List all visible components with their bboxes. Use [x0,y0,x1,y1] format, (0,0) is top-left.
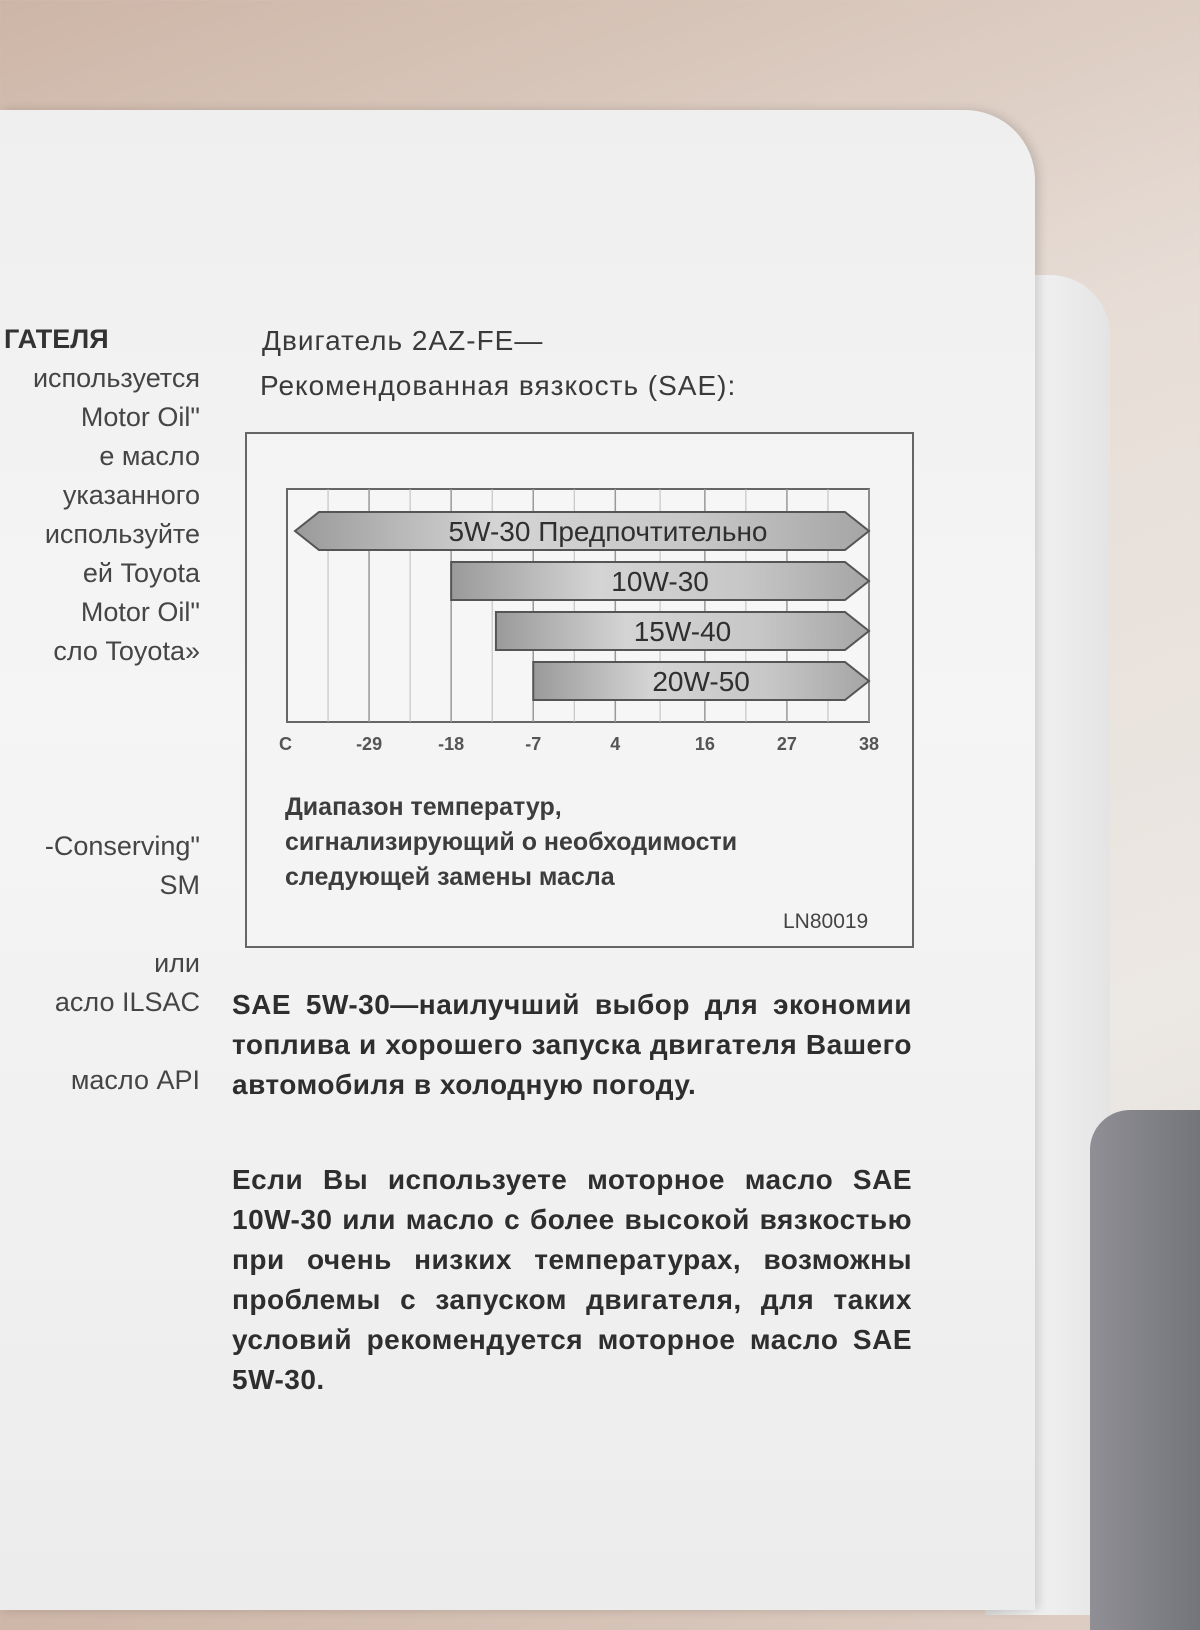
manual-page [0,110,1035,1610]
left-line [0,749,200,788]
left-line: указанного [62,480,200,510]
left-line: -Conserving" [44,831,200,861]
x-tick-label: 4 [610,734,621,754]
left-line: используйте [44,519,200,549]
axis-unit-label: C [279,734,292,754]
left-line [0,710,200,749]
left-line: используется [32,363,200,393]
left-line: масло API [70,1065,200,1095]
left-line: или [154,948,200,978]
left-line [0,905,200,944]
left-line: сло Toyota» [53,636,200,666]
chart-note-line: следующей замены масла [285,863,615,891]
left-line: Motor Oil" [80,597,200,627]
left-line: ей Toyota [82,558,200,588]
chart-note [285,790,737,895]
engine-heading: Двигатель 2AZ-FE— [262,325,544,356]
left-line: SM [159,870,200,900]
left-line [0,671,200,710]
left-line: Motor Oil" [80,402,200,432]
x-tick-label: 38 [858,734,880,754]
viscosity-heading: Рекомендованная вязкость (SAE): [260,370,737,401]
x-tick-label: 27 [776,734,797,754]
left-line: е масло [99,441,200,471]
left-line: ГАТЕЛЯ [4,324,109,354]
figure-code: LN80019 [783,910,869,933]
bar-label: 15W-40 [633,616,732,647]
x-tick-label: -7 [525,734,542,754]
left-column-text [0,320,200,1100]
chart-note-line: Диапазон температур, [285,793,562,821]
sleeve [1090,1110,1200,1630]
x-tick-label: 16 [694,734,715,754]
left-line [0,788,200,827]
x-tick-label: -18 [438,734,465,754]
paragraph-2: Если Вы используете моторное масло SAE 10W-30 или масло с более высокой вязкостью при очень низких температурах, возможны проблемы с запуском двигателя, для таких условий рекомендуется моторное масло SAE 5W-30. [232,1164,912,1395]
left-line: асло ILSAC [54,987,200,1017]
bar-label: 5W-30 Предпочтительно [448,516,768,547]
paragraph-1: SAE 5W-30—наилучший выбор для экономии топлива и хорошего запуска двигателя Вашего автомобиля в холодную погоду. [232,989,912,1100]
bar-label: 10W-30 [611,566,709,597]
left-line [0,1022,200,1061]
chart-note-line: сигнализирующий о необходимости [285,828,738,856]
x-tick-label: -29 [356,734,383,754]
bar-label: 20W-50 [652,666,750,697]
